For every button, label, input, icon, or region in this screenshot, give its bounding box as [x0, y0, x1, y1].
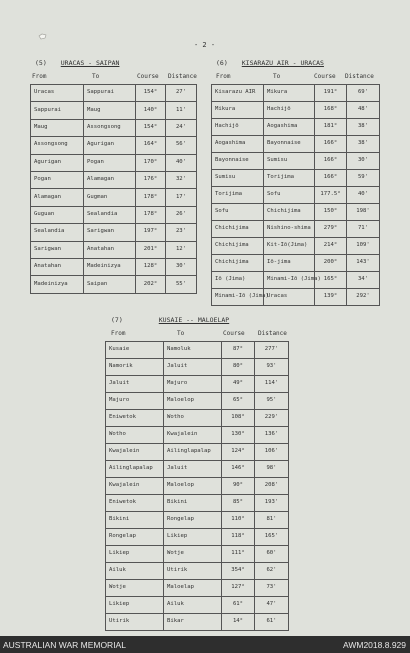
cell-distance: 114': [255, 376, 289, 393]
cell-distance: 11': [166, 102, 197, 119]
section-5-title: URACAS - SAIPAN: [60, 59, 120, 67]
cell-from: Wotje: [106, 580, 164, 597]
cell-course: 150°: [315, 204, 347, 221]
cell-course: 181°: [315, 119, 347, 136]
cell-from: Minami-Iō (Jima): [212, 289, 264, 306]
footer-institution: AUSTRALIAN WAR MEMORIAL: [3, 640, 126, 650]
cell-distance: 34': [347, 272, 380, 289]
cell-to: Bikar: [164, 614, 222, 631]
table-row: [106, 614, 289, 631]
cell-to: Sealandia: [84, 206, 136, 223]
cell-to: Alamagan: [84, 171, 136, 188]
cell-distance: 71': [347, 221, 380, 238]
table-row: [212, 170, 380, 187]
cell-course: 279°: [315, 221, 347, 238]
table-row: [31, 206, 197, 223]
section-7-column-headers: [111, 330, 287, 337]
cell-from: Likiep: [106, 597, 164, 614]
cell-from: Chichijima: [212, 221, 264, 238]
table-row: [31, 137, 197, 154]
cell-to: Maloelop: [164, 393, 222, 410]
cell-to: Ailuk: [164, 597, 222, 614]
cell-course: 110°: [222, 512, 255, 529]
cell-from: Anatahan: [31, 258, 84, 275]
cell-to: Chichijima: [264, 204, 315, 221]
column-header-from: From: [32, 73, 47, 80]
cell-distance: 48': [347, 102, 380, 119]
cell-distance: 30': [166, 258, 197, 275]
cell-to: Assongsong: [84, 119, 136, 136]
cell-distance: 136': [255, 427, 289, 444]
section-5-table: [30, 84, 197, 294]
cell-from: Sealandia: [31, 224, 84, 241]
table-row: [106, 461, 289, 478]
cell-distance: 95': [255, 393, 289, 410]
cell-course: 214°: [315, 238, 347, 255]
cell-course: 80°: [222, 359, 255, 376]
table-row: [212, 204, 380, 221]
table-row: [106, 359, 289, 376]
cell-from: Kisarazu AIR: [212, 85, 264, 102]
cell-to: Utirik: [164, 563, 222, 580]
table-row: [212, 119, 380, 136]
cell-to: Maloelap: [164, 580, 222, 597]
section-5-heading: [35, 59, 119, 67]
table-row: [212, 238, 380, 255]
cell-course: 200°: [315, 255, 347, 272]
section-6-table: [211, 84, 380, 306]
cell-to: Aogashima: [264, 119, 315, 136]
cell-distance: 208': [255, 478, 289, 495]
cell-distance: 81': [255, 512, 289, 529]
cell-course: 146°: [222, 461, 255, 478]
cell-from: Eniwetok: [106, 410, 164, 427]
cell-to: Sofu: [264, 187, 315, 204]
cell-distance: 55': [166, 276, 197, 293]
cell-to: Kit-Iō(Jima): [264, 238, 315, 255]
cell-course: 128°: [136, 258, 166, 275]
cell-from: Sumisu: [212, 170, 264, 187]
section-5-number: (5): [35, 59, 47, 67]
column-header-to: To: [177, 330, 185, 337]
table-row: [31, 276, 197, 293]
cell-course: 108°: [222, 410, 255, 427]
table-row: [31, 85, 197, 102]
cell-from: Maug: [31, 119, 84, 136]
cell-to: Maloelop: [164, 478, 222, 495]
cell-distance: 292': [347, 289, 380, 306]
cell-to: Anatahan: [84, 241, 136, 258]
section-5-column-headers: [32, 73, 197, 80]
table-row: [106, 478, 289, 495]
cell-distance: 30': [347, 153, 380, 170]
cell-distance: 47': [255, 597, 289, 614]
cell-to: Ailinglapalap: [164, 444, 222, 461]
cell-course: 168°: [315, 102, 347, 119]
cell-distance: 59': [347, 170, 380, 187]
cell-from: Hachijō: [212, 119, 264, 136]
cell-to: Sumisu: [264, 153, 315, 170]
cell-from: Eniwetok: [106, 495, 164, 512]
section-6-heading: [216, 59, 324, 67]
cell-to: Sarigwan: [84, 224, 136, 241]
table-row: [31, 119, 197, 136]
cell-distance: 38': [347, 136, 380, 153]
cell-to: Rongelap: [164, 512, 222, 529]
cell-from: Utirik: [106, 614, 164, 631]
cell-distance: 229': [255, 410, 289, 427]
table-row: [212, 153, 380, 170]
cell-course: 166°: [315, 170, 347, 187]
cell-course: 202°: [136, 276, 166, 293]
cell-course: 127°: [222, 580, 255, 597]
cell-course: 177.5°: [315, 187, 347, 204]
cell-to: Hachijō: [264, 102, 315, 119]
cell-from: Pogan: [31, 171, 84, 188]
column-header-distance: Distance: [258, 330, 287, 337]
column-header-to: To: [273, 73, 281, 80]
cell-from: Guguan: [31, 206, 84, 223]
cell-course: 197°: [136, 224, 166, 241]
cell-from: Agurigan: [31, 154, 84, 171]
cell-course: 176°: [136, 171, 166, 188]
cell-from: Sappurai: [31, 102, 84, 119]
column-header-course: Course: [137, 73, 159, 80]
cell-from: Wotho: [106, 427, 164, 444]
table-row: [106, 580, 289, 597]
cell-from: Iō (Jima): [212, 272, 264, 289]
cell-to: Pogan: [84, 154, 136, 171]
cell-from: Bayonnaise: [212, 153, 264, 170]
cell-course: 170°: [136, 154, 166, 171]
table-row: [31, 102, 197, 119]
cell-course: 90°: [222, 478, 255, 495]
table-row: [106, 393, 289, 410]
section-7-title: KUSAIE -- MALOELAP: [158, 316, 230, 324]
cell-course: 165°: [315, 272, 347, 289]
cell-to: Agurigan: [84, 137, 136, 154]
cell-distance: 27': [166, 85, 197, 102]
cell-from: Uracas: [31, 85, 84, 102]
cell-from: Majuro: [106, 393, 164, 410]
cell-to: Maug: [84, 102, 136, 119]
cell-distance: 32': [166, 171, 197, 188]
cell-course: 118°: [222, 529, 255, 546]
cell-course: 65°: [222, 393, 255, 410]
cell-from: Sarigwan: [31, 241, 84, 258]
section-6-number: (6): [216, 59, 228, 67]
footer-accession-number: AWM2018.8.929: [343, 640, 406, 650]
cell-to: Majuro: [164, 376, 222, 393]
cell-from: Madeinizya: [31, 276, 84, 293]
cell-distance: 198': [347, 204, 380, 221]
cell-course: 111°: [222, 546, 255, 563]
cell-course: 354°: [222, 563, 255, 580]
cell-distance: 26': [166, 206, 197, 223]
cell-course: 178°: [136, 206, 166, 223]
cell-course: 61°: [222, 597, 255, 614]
cell-distance: 143': [347, 255, 380, 272]
cell-distance: 109': [347, 238, 380, 255]
cell-to: Iō-jima: [264, 255, 315, 272]
cell-course: 49°: [222, 376, 255, 393]
table-row: [31, 171, 197, 188]
section-7-table: [105, 341, 289, 631]
cell-to: Torijima: [264, 170, 315, 187]
cell-to: Namoluk: [164, 342, 222, 359]
archive-footer: [0, 636, 410, 653]
table-row: [106, 342, 289, 359]
cell-distance: 40': [347, 187, 380, 204]
cell-course: 139°: [315, 289, 347, 306]
cell-to: Kwajalein: [164, 427, 222, 444]
section-7-number: (7): [111, 316, 123, 324]
cell-from: Sofu: [212, 204, 264, 221]
table-row: [212, 272, 380, 289]
cell-course: 140°: [136, 102, 166, 119]
cell-to: Wotje: [164, 546, 222, 563]
section-6-title: KISARAZU AIR - URACAS: [241, 59, 324, 67]
column-header-distance: Distance: [345, 73, 374, 80]
cell-course: 201°: [136, 241, 166, 258]
cell-from: Likiep: [106, 546, 164, 563]
cell-from: Aogashima: [212, 136, 264, 153]
cell-from: Ailuk: [106, 563, 164, 580]
table-row: [212, 255, 380, 272]
table-row: [31, 154, 197, 171]
cell-to: Uracas: [264, 289, 315, 306]
cell-distance: 193': [255, 495, 289, 512]
table-row: [212, 289, 380, 306]
cell-to: Bikini: [164, 495, 222, 512]
cell-to: Nishino-shima: [264, 221, 315, 238]
cell-distance: 23': [166, 224, 197, 241]
column-header-distance: Distance: [168, 73, 197, 80]
table-row: [106, 529, 289, 546]
cell-course: 164°: [136, 137, 166, 154]
cell-distance: 62': [255, 563, 289, 580]
cell-to: Mikura: [264, 85, 315, 102]
table-row: [212, 187, 380, 204]
cell-distance: 73': [255, 580, 289, 597]
cell-course: 166°: [315, 136, 347, 153]
table-row: [31, 258, 197, 275]
paper-hole-mark: [38, 33, 47, 40]
cell-course: 87°: [222, 342, 255, 359]
cell-to: Wotho: [164, 410, 222, 427]
cell-distance: 61': [255, 614, 289, 631]
cell-to: Minami-Iō (Jima): [264, 272, 315, 289]
cell-to: Jaluit: [164, 359, 222, 376]
cell-from: Assongsong: [31, 137, 84, 154]
column-header-from: From: [111, 330, 126, 337]
cell-from: Kwajalein: [106, 478, 164, 495]
cell-distance: 38': [347, 119, 380, 136]
table-row: [212, 85, 380, 102]
cell-to: Bayonnaise: [264, 136, 315, 153]
table-row: [106, 512, 289, 529]
cell-from: Bikini: [106, 512, 164, 529]
table-row: [31, 189, 197, 206]
table-row: [106, 376, 289, 393]
cell-from: Alamagan: [31, 189, 84, 206]
table-row: [106, 444, 289, 461]
table-row: [106, 563, 289, 580]
cell-from: Chichijima: [212, 238, 264, 255]
cell-from: Jaluit: [106, 376, 164, 393]
column-header-to: To: [92, 73, 100, 80]
cell-course: 178°: [136, 189, 166, 206]
cell-to: Madeinizya: [84, 258, 136, 275]
table-row: [106, 495, 289, 512]
cell-distance: 56': [166, 137, 197, 154]
cell-from: Torijima: [212, 187, 264, 204]
table-row: [106, 546, 289, 563]
cell-distance: 165': [255, 529, 289, 546]
cell-from: Chichijima: [212, 255, 264, 272]
cell-distance: 60': [255, 546, 289, 563]
cell-course: 85°: [222, 495, 255, 512]
cell-to: Sappurai: [84, 85, 136, 102]
cell-distance: 69': [347, 85, 380, 102]
table-row: [106, 427, 289, 444]
cell-course: 166°: [315, 153, 347, 170]
cell-distance: 24': [166, 119, 197, 136]
table-row: [212, 221, 380, 238]
cell-course: 130°: [222, 427, 255, 444]
cell-distance: 277': [255, 342, 289, 359]
cell-from: Rongelap: [106, 529, 164, 546]
column-header-from: From: [216, 73, 231, 80]
cell-distance: 40': [166, 154, 197, 171]
cell-course: 191°: [315, 85, 347, 102]
cell-distance: 12': [166, 241, 197, 258]
table-row: [31, 224, 197, 241]
table-row: [106, 410, 289, 427]
cell-from: Kusaie: [106, 342, 164, 359]
cell-course: 154°: [136, 85, 166, 102]
cell-course: 154°: [136, 119, 166, 136]
cell-distance: 98': [255, 461, 289, 478]
page-number: - 2 -: [194, 41, 216, 49]
section-6-column-headers: [216, 73, 374, 80]
table-row: [106, 597, 289, 614]
cell-course: 14°: [222, 614, 255, 631]
cell-course: 124°: [222, 444, 255, 461]
cell-from: Ailinglapalap: [106, 461, 164, 478]
cell-to: Likiep: [164, 529, 222, 546]
cell-distance: 17': [166, 189, 197, 206]
column-header-course: Course: [314, 73, 336, 80]
table-row: [212, 102, 380, 119]
cell-to: Jaluit: [164, 461, 222, 478]
table-row: [31, 241, 197, 258]
cell-to: Gugman: [84, 189, 136, 206]
cell-from: Kwajalein: [106, 444, 164, 461]
cell-distance: 106': [255, 444, 289, 461]
cell-distance: 93': [255, 359, 289, 376]
section-7-heading: [111, 316, 229, 324]
column-header-course: Course: [223, 330, 245, 337]
cell-from: Mikura: [212, 102, 264, 119]
table-row: [212, 136, 380, 153]
cell-to: Saipan: [84, 276, 136, 293]
cell-from: Namorik: [106, 359, 164, 376]
